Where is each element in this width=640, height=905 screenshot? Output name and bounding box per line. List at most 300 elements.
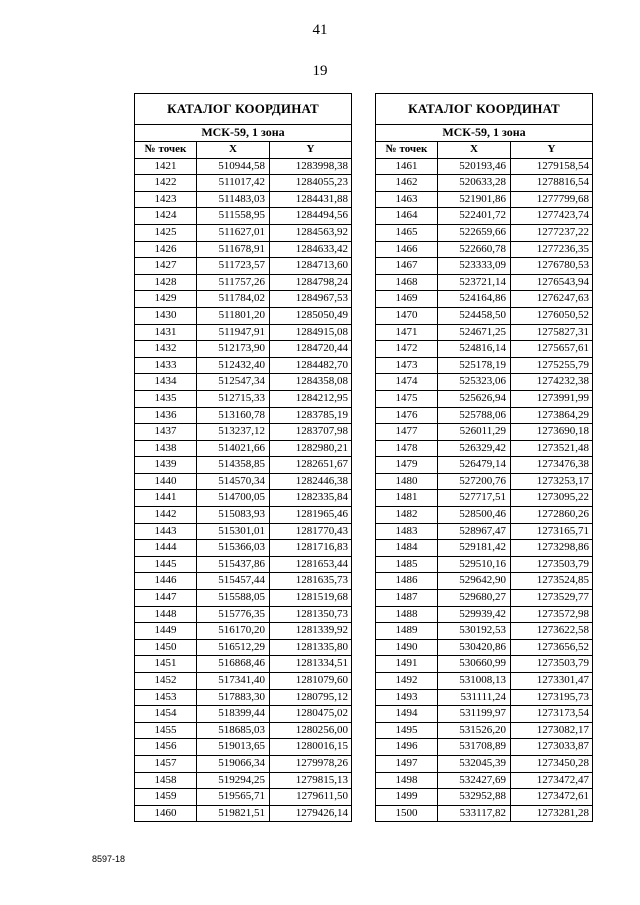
y-coordinate-cell: 1273301,47: [511, 673, 593, 690]
y-coordinate-cell: 1281635,73: [270, 573, 352, 590]
x-coordinate-cell: 531199,97: [438, 706, 511, 723]
point-number-cell: 1493: [376, 689, 438, 706]
y-coordinate-cell: 1280795,12: [270, 689, 352, 706]
x-coordinate-cell: 528500,46: [438, 507, 511, 524]
point-number-cell: 1446: [135, 573, 197, 590]
x-coordinate-cell: 515776,35: [197, 606, 270, 623]
table-row: [135, 789, 352, 806]
point-number-cell: 1466: [376, 241, 438, 258]
table-row: [135, 673, 352, 690]
table-row: [376, 673, 593, 690]
y-coordinate-cell: 1284915,08: [270, 324, 352, 341]
catalog-title: КАТАЛОГ КООРДИНАТ: [135, 94, 352, 125]
point-number-cell: 1448: [135, 606, 197, 623]
y-coordinate-cell: 1278816,54: [511, 175, 593, 192]
x-coordinate-cell: 519821,51: [197, 805, 270, 822]
point-number-cell: 1436: [135, 407, 197, 424]
x-coordinate-cell: 515301,01: [197, 523, 270, 540]
y-coordinate-cell: 1273450,28: [511, 755, 593, 772]
x-coordinate-cell: 515457,44: [197, 573, 270, 590]
y-coordinate-cell: 1284720,44: [270, 341, 352, 358]
table-row: [376, 556, 593, 573]
point-number-cell: 1474: [376, 374, 438, 391]
x-coordinate-cell: 526479,14: [438, 457, 511, 474]
point-number-cell: 1437: [135, 424, 197, 441]
point-number-cell: 1477: [376, 424, 438, 441]
y-coordinate-cell: 1283707,98: [270, 424, 352, 441]
point-number-cell: 1492: [376, 673, 438, 690]
point-number-cell: 1457: [135, 755, 197, 772]
table-row: [376, 258, 593, 275]
x-coordinate-cell: 530420,86: [438, 639, 511, 656]
y-coordinate-cell: 1273690,18: [511, 424, 593, 441]
table-row: [135, 191, 352, 208]
table-row: [135, 639, 352, 656]
point-number-cell: 1479: [376, 457, 438, 474]
y-coordinate-cell: 1273082,17: [511, 722, 593, 739]
x-coordinate-cell: 531708,89: [438, 739, 511, 756]
table-row: [135, 457, 352, 474]
y-coordinate-cell: 1284494,56: [270, 208, 352, 225]
point-number-cell: 1488: [376, 606, 438, 623]
y-coordinate-cell: 1277236,35: [511, 241, 593, 258]
y-coordinate-cell: 1273195,73: [511, 689, 593, 706]
point-number-cell: 1486: [376, 573, 438, 590]
table-row: [376, 224, 593, 241]
table-row: [135, 224, 352, 241]
x-coordinate-cell: 529680,27: [438, 590, 511, 607]
y-coordinate-cell: 1281079,60: [270, 673, 352, 690]
point-number-cell: 1487: [376, 590, 438, 607]
table-row: [376, 390, 593, 407]
table-row: [135, 556, 352, 573]
x-coordinate-cell: 517883,30: [197, 689, 270, 706]
point-number-cell: 1434: [135, 374, 197, 391]
point-number-cell: 1469: [376, 291, 438, 308]
point-number-cell: 1480: [376, 473, 438, 490]
table-row: [376, 407, 593, 424]
y-coordinate-cell: 1276050,52: [511, 307, 593, 324]
point-number-cell: 1460: [135, 805, 197, 822]
y-coordinate-cell: 1273298,86: [511, 540, 593, 557]
x-coordinate-cell: 511723,57: [197, 258, 270, 275]
point-number-cell: 1425: [135, 224, 197, 241]
sub-page-number: 19: [312, 63, 328, 79]
table-row: [376, 208, 593, 225]
point-number-cell: 1438: [135, 440, 197, 457]
point-number-cell: 1497: [376, 755, 438, 772]
table-row: [135, 258, 352, 275]
table-row: [376, 158, 593, 175]
point-number-cell: 1452: [135, 673, 197, 690]
point-number-cell: 1456: [135, 739, 197, 756]
y-coordinate-cell: 1276780,53: [511, 258, 593, 275]
point-number-cell: 1454: [135, 706, 197, 723]
point-number-cell: 1432: [135, 341, 197, 358]
y-coordinate-cell: 1273529,77: [511, 590, 593, 607]
x-coordinate-cell: 519013,65: [197, 739, 270, 756]
table-row: [135, 407, 352, 424]
x-coordinate-cell: 513160,78: [197, 407, 270, 424]
y-coordinate-cell: 1274232,38: [511, 374, 593, 391]
point-number-cell: 1458: [135, 772, 197, 789]
x-coordinate-cell: 517341,40: [197, 673, 270, 690]
x-coordinate-cell: 524671,25: [438, 324, 511, 341]
table-row: [135, 573, 352, 590]
point-number-cell: 1453: [135, 689, 197, 706]
table-row: [376, 424, 593, 441]
y-coordinate-cell: 1273572,98: [511, 606, 593, 623]
table-row: [376, 523, 593, 540]
column-header-point: № точек: [376, 142, 438, 159]
x-coordinate-cell: 514021,66: [197, 440, 270, 457]
x-coordinate-cell: 516512,29: [197, 639, 270, 656]
table-row: [135, 307, 352, 324]
table-row: [135, 291, 352, 308]
y-coordinate-cell: 1276543,94: [511, 274, 593, 291]
table-row: [376, 241, 593, 258]
y-coordinate-cell: 1277237,22: [511, 224, 593, 241]
x-coordinate-cell: 518399,44: [197, 706, 270, 723]
y-coordinate-cell: 1273476,38: [511, 457, 593, 474]
y-coordinate-cell: 1279978,26: [270, 755, 352, 772]
coordinate-catalog-right: [375, 93, 593, 822]
table-row: [376, 507, 593, 524]
table-row: [135, 739, 352, 756]
x-coordinate-cell: 518685,03: [197, 722, 270, 739]
point-number-cell: 1484: [376, 540, 438, 557]
table-row: [376, 440, 593, 457]
table-row: [376, 341, 593, 358]
y-coordinate-cell: 1284358,08: [270, 374, 352, 391]
y-coordinate-cell: 1284212,95: [270, 390, 352, 407]
point-number-cell: 1499: [376, 789, 438, 806]
catalog-zone: МСК-59, 1 зона: [376, 125, 593, 142]
y-coordinate-cell: 1273521,48: [511, 440, 593, 457]
y-coordinate-cell: 1273253,17: [511, 473, 593, 490]
y-coordinate-cell: 1281770,43: [270, 523, 352, 540]
point-number-cell: 1439: [135, 457, 197, 474]
x-coordinate-cell: 520633,28: [438, 175, 511, 192]
point-number-cell: 1461: [376, 158, 438, 175]
x-coordinate-cell: 511483,03: [197, 191, 270, 208]
table-row: [135, 722, 352, 739]
y-coordinate-cell: 1280016,15: [270, 739, 352, 756]
point-number-cell: 1427: [135, 258, 197, 275]
table-row: [376, 573, 593, 590]
x-coordinate-cell: 531526,20: [438, 722, 511, 739]
table-row: [135, 490, 352, 507]
x-coordinate-cell: 528967,47: [438, 523, 511, 540]
table-row: [376, 639, 593, 656]
point-number-cell: 1495: [376, 722, 438, 739]
x-coordinate-cell: 516868,46: [197, 656, 270, 673]
x-coordinate-cell: 529510,16: [438, 556, 511, 573]
x-coordinate-cell: 514570,34: [197, 473, 270, 490]
table-row: [376, 540, 593, 557]
table-row: [135, 623, 352, 640]
x-coordinate-cell: 530192,53: [438, 623, 511, 640]
point-number-cell: 1435: [135, 390, 197, 407]
table-row: [376, 490, 593, 507]
x-coordinate-cell: 511801,20: [197, 307, 270, 324]
catalog-title: КАТАЛОГ КООРДИНАТ: [376, 94, 593, 125]
point-number-cell: 1442: [135, 507, 197, 524]
y-coordinate-cell: 1279158,54: [511, 158, 593, 175]
y-coordinate-cell: 1273472,61: [511, 789, 593, 806]
point-number-cell: 1463: [376, 191, 438, 208]
x-coordinate-cell: 526329,42: [438, 440, 511, 457]
column-header-y: Y: [270, 142, 352, 159]
table-row: [376, 656, 593, 673]
y-coordinate-cell: 1273165,71: [511, 523, 593, 540]
x-coordinate-cell: 511558,95: [197, 208, 270, 225]
table-row: [135, 357, 352, 374]
x-coordinate-cell: 524816,14: [438, 341, 511, 358]
table-row: [135, 689, 352, 706]
y-coordinate-cell: 1281350,73: [270, 606, 352, 623]
point-number-cell: 1424: [135, 208, 197, 225]
point-number-cell: 1440: [135, 473, 197, 490]
point-number-cell: 1482: [376, 507, 438, 524]
table-row: [376, 307, 593, 324]
x-coordinate-cell: 526011,29: [438, 424, 511, 441]
y-coordinate-cell: 1281519,68: [270, 590, 352, 607]
y-coordinate-cell: 1282980,21: [270, 440, 352, 457]
x-coordinate-cell: 512715,33: [197, 390, 270, 407]
point-number-cell: 1485: [376, 556, 438, 573]
x-coordinate-cell: 527200,76: [438, 473, 511, 490]
point-number-cell: 1467: [376, 258, 438, 275]
x-coordinate-cell: 511678,91: [197, 241, 270, 258]
point-number-cell: 1455: [135, 722, 197, 739]
table-row: [376, 324, 593, 341]
column-header-point: № точек: [135, 142, 197, 159]
point-number-cell: 1471: [376, 324, 438, 341]
y-coordinate-cell: 1284633,42: [270, 241, 352, 258]
point-number-cell: 1445: [135, 556, 197, 573]
point-number-cell: 1476: [376, 407, 438, 424]
point-number-cell: 1491: [376, 656, 438, 673]
y-coordinate-cell: 1275255,79: [511, 357, 593, 374]
x-coordinate-cell: 519565,71: [197, 789, 270, 806]
x-coordinate-cell: 510944,58: [197, 158, 270, 175]
point-number-cell: 1421: [135, 158, 197, 175]
x-coordinate-cell: 530660,99: [438, 656, 511, 673]
y-coordinate-cell: 1284431,88: [270, 191, 352, 208]
x-coordinate-cell: 525626,94: [438, 390, 511, 407]
x-coordinate-cell: 533117,82: [438, 805, 511, 822]
point-number-cell: 1433: [135, 357, 197, 374]
table-row: [135, 656, 352, 673]
table-row: [376, 357, 593, 374]
x-coordinate-cell: 515588,05: [197, 590, 270, 607]
table-row: [135, 324, 352, 341]
y-coordinate-cell: 1273472,47: [511, 772, 593, 789]
table-row: [135, 341, 352, 358]
table-row: [135, 523, 352, 540]
y-coordinate-cell: 1273173,54: [511, 706, 593, 723]
point-number-cell: 1475: [376, 390, 438, 407]
x-coordinate-cell: 512547,34: [197, 374, 270, 391]
table-row: [135, 374, 352, 391]
table-row: [376, 473, 593, 490]
y-coordinate-cell: 1273503,79: [511, 556, 593, 573]
table-row: [135, 706, 352, 723]
table-row: [135, 241, 352, 258]
x-coordinate-cell: 522660,78: [438, 241, 511, 258]
point-number-cell: 1464: [376, 208, 438, 225]
point-number-cell: 1494: [376, 706, 438, 723]
y-coordinate-cell: 1281339,92: [270, 623, 352, 640]
x-coordinate-cell: 521901,86: [438, 191, 511, 208]
point-number-cell: 1496: [376, 739, 438, 756]
table-row: [376, 175, 593, 192]
x-coordinate-cell: 525323,06: [438, 374, 511, 391]
x-coordinate-cell: 524458,50: [438, 307, 511, 324]
point-number-cell: 1430: [135, 307, 197, 324]
x-coordinate-cell: 512432,40: [197, 357, 270, 374]
point-number-cell: 1441: [135, 490, 197, 507]
point-number-cell: 1470: [376, 307, 438, 324]
table-row: [135, 158, 352, 175]
y-coordinate-cell: 1275657,61: [511, 341, 593, 358]
x-coordinate-cell: 529181,42: [438, 540, 511, 557]
column-header-x: X: [197, 142, 270, 159]
x-coordinate-cell: 524164,86: [438, 291, 511, 308]
y-coordinate-cell: 1284967,53: [270, 291, 352, 308]
x-coordinate-cell: 511947,91: [197, 324, 270, 341]
point-number-cell: 1478: [376, 440, 438, 457]
y-coordinate-cell: 1279815,13: [270, 772, 352, 789]
table-row: [135, 772, 352, 789]
y-coordinate-cell: 1276247,63: [511, 291, 593, 308]
table-row: [376, 291, 593, 308]
x-coordinate-cell: 523721,14: [438, 274, 511, 291]
x-coordinate-cell: 525178,19: [438, 357, 511, 374]
y-coordinate-cell: 1279426,14: [270, 805, 352, 822]
x-coordinate-cell: 532045,39: [438, 755, 511, 772]
table-row: [135, 540, 352, 557]
y-coordinate-cell: 1285050,49: [270, 307, 352, 324]
x-coordinate-cell: 511757,26: [197, 274, 270, 291]
x-coordinate-cell: 532427,69: [438, 772, 511, 789]
column-header-y: Y: [511, 142, 593, 159]
x-coordinate-cell: 527717,51: [438, 490, 511, 507]
catalog-body: [135, 158, 352, 822]
x-coordinate-cell: 519294,25: [197, 772, 270, 789]
y-coordinate-cell: 1273503,79: [511, 656, 593, 673]
point-number-cell: 1426: [135, 241, 197, 258]
x-coordinate-cell: 513237,12: [197, 424, 270, 441]
y-coordinate-cell: 1281716,83: [270, 540, 352, 557]
catalog-body: [376, 158, 593, 822]
x-coordinate-cell: 522401,72: [438, 208, 511, 225]
y-coordinate-cell: 1283998,38: [270, 158, 352, 175]
document-code: 8597-18: [92, 854, 126, 864]
y-coordinate-cell: 1282651,67: [270, 457, 352, 474]
x-coordinate-cell: 515437,86: [197, 556, 270, 573]
y-coordinate-cell: 1277423,74: [511, 208, 593, 225]
point-number-cell: 1422: [135, 175, 197, 192]
y-coordinate-cell: 1272860,26: [511, 507, 593, 524]
point-number-cell: 1481: [376, 490, 438, 507]
table-row: [376, 457, 593, 474]
y-coordinate-cell: 1283785,19: [270, 407, 352, 424]
point-number-cell: 1472: [376, 341, 438, 358]
y-coordinate-cell: 1273095,22: [511, 490, 593, 507]
x-coordinate-cell: 529939,42: [438, 606, 511, 623]
x-coordinate-cell: 529642,90: [438, 573, 511, 590]
point-number-cell: 1489: [376, 623, 438, 640]
x-coordinate-cell: 531008,13: [438, 673, 511, 690]
point-number-cell: 1431: [135, 324, 197, 341]
y-coordinate-cell: 1273991,99: [511, 390, 593, 407]
x-coordinate-cell: 520193,46: [438, 158, 511, 175]
y-coordinate-cell: 1273864,29: [511, 407, 593, 424]
table-row: [135, 390, 352, 407]
point-number-cell: 1447: [135, 590, 197, 607]
table-row: [376, 623, 593, 640]
y-coordinate-cell: 1273524,85: [511, 573, 593, 590]
y-coordinate-cell: 1281335,80: [270, 639, 352, 656]
x-coordinate-cell: 525788,06: [438, 407, 511, 424]
y-coordinate-cell: 1277799,68: [511, 191, 593, 208]
x-coordinate-cell: 522659,66: [438, 224, 511, 241]
y-coordinate-cell: 1284563,92: [270, 224, 352, 241]
point-number-cell: 1451: [135, 656, 197, 673]
catalog-zone: МСК-59, 1 зона: [135, 125, 352, 142]
y-coordinate-cell: 1284482,70: [270, 357, 352, 374]
x-coordinate-cell: 519066,34: [197, 755, 270, 772]
point-number-cell: 1450: [135, 639, 197, 656]
table-row: [135, 590, 352, 607]
point-number-cell: 1465: [376, 224, 438, 241]
x-coordinate-cell: 514358,85: [197, 457, 270, 474]
table-row: [135, 208, 352, 225]
y-coordinate-cell: 1281653,44: [270, 556, 352, 573]
y-coordinate-cell: 1280475,02: [270, 706, 352, 723]
y-coordinate-cell: 1281965,46: [270, 507, 352, 524]
table-row: [135, 424, 352, 441]
table-row: [135, 440, 352, 457]
table-row: [376, 374, 593, 391]
table-row: [376, 772, 593, 789]
table-row: [135, 175, 352, 192]
y-coordinate-cell: 1284713,60: [270, 258, 352, 275]
point-number-cell: 1429: [135, 291, 197, 308]
x-coordinate-cell: 511627,01: [197, 224, 270, 241]
y-coordinate-cell: 1279611,50: [270, 789, 352, 806]
y-coordinate-cell: 1281334,51: [270, 656, 352, 673]
table-row: [376, 191, 593, 208]
y-coordinate-cell: 1273656,52: [511, 639, 593, 656]
table-row: [376, 689, 593, 706]
point-number-cell: 1462: [376, 175, 438, 192]
point-number-cell: 1490: [376, 639, 438, 656]
y-coordinate-cell: 1275827,31: [511, 324, 593, 341]
point-number-cell: 1444: [135, 540, 197, 557]
table-row: [376, 755, 593, 772]
y-coordinate-cell: 1282335,84: [270, 490, 352, 507]
table-row: [135, 606, 352, 623]
point-number-cell: 1498: [376, 772, 438, 789]
table-row: [135, 507, 352, 524]
point-number-cell: 1483: [376, 523, 438, 540]
table-row: [376, 805, 593, 822]
x-coordinate-cell: 523333,09: [438, 258, 511, 275]
page-number: 41: [312, 22, 328, 38]
